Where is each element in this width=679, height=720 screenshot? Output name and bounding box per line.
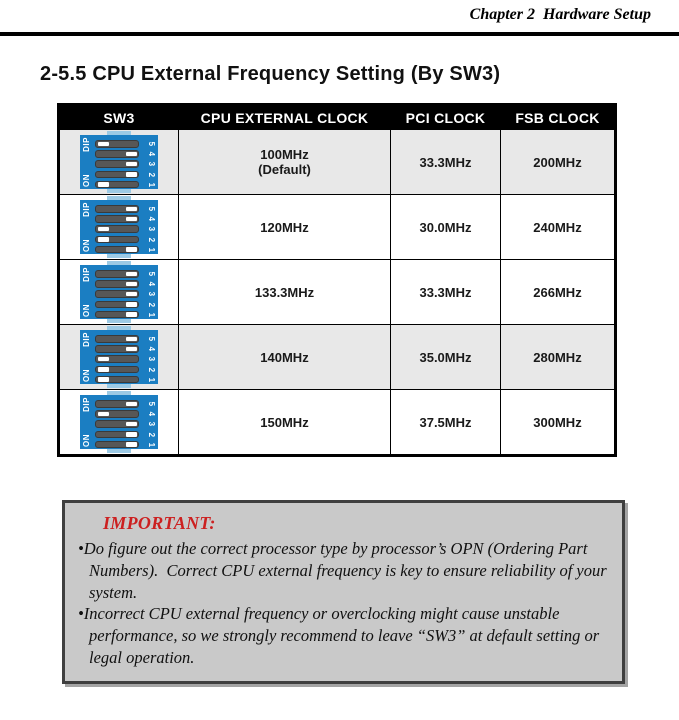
table-header-row [59,105,616,130]
dip-slider-number: 3 [146,226,156,232]
dip-slider [95,311,139,319]
dip-slider [95,355,139,363]
dip-slider [95,410,139,418]
dip-label: DIP [82,332,91,347]
dip-numbers [147,205,155,253]
dip-slider [95,335,139,343]
column-header-pci-clock: PCI CLOCK [391,105,501,130]
dip-slider-knob [98,377,109,382]
dip-slider-number: 3 [146,161,156,167]
dip-slider-knob [126,442,137,447]
dip-slider [95,140,139,148]
dip-switch-diagram [80,200,158,254]
dip-slider-knob [98,367,109,372]
dip-slider [95,236,139,244]
table-body [59,130,616,456]
pci-clock-cell: 33.3MHz [391,260,501,325]
fsb-clock-cell: 280MHz [501,325,616,390]
dip-slider-knob [126,172,137,177]
pci-clock-cell: 30.0MHz [391,195,501,260]
pci-clock-cell: 33.3MHz [391,130,501,195]
dip-slider-number: 5 [146,206,156,212]
on-label: ON [82,174,91,187]
dip-slider-number: 2 [146,432,156,437]
sw3-cell [59,325,179,390]
dip-sliders [95,205,139,253]
dip-slider-knob [126,312,137,317]
dip-slider-number: 2 [146,237,156,242]
dip-slider-knob [126,432,137,437]
cpu-clock-cell: 150MHz [179,390,391,456]
dip-slider-number: 2 [146,302,156,307]
dip-slider-knob [98,227,109,232]
header-rule [0,32,679,36]
dip-label: DIP [82,202,91,217]
important-list [75,538,610,669]
dip-slider [95,246,139,254]
dip-slider-knob [126,272,137,277]
dip-sliders [95,400,139,448]
dip-slider [95,431,139,439]
column-header-fsb-clock: FSB CLOCK [501,105,616,130]
important-heading: IMPORTANT: [103,513,216,533]
dip-slider-knob [98,412,109,417]
cpu-clock-cell: 100MHz (Default) [179,130,391,195]
table-row [59,130,616,195]
dip-slider [95,301,139,309]
dip-slider-knob [98,357,109,362]
dip-slider [95,205,139,213]
dip-slider-number: 1 [146,377,156,382]
dip-switch-diagram [80,330,158,384]
dip-slider-number: 3 [146,291,156,297]
dip-slider-knob [126,217,137,222]
dip-slider [95,181,139,189]
table-row [59,390,616,456]
on-label: ON [82,304,91,317]
dip-slider-number: 4 [146,216,156,222]
dip-slider-number: 1 [146,247,156,252]
dip-label: DIP [82,137,91,152]
dip-slider [95,376,139,384]
dip-slider-number: 5 [146,271,156,277]
dip-slider-number: 4 [146,281,156,287]
dip-slider [95,441,139,449]
important-bullet: • Incorrect CPU external frequency or overclocking might cause unstable performance, so we strongly recommend to leave “SW3” at default setting or legal operation. [75,603,610,668]
dip-slider-number: 2 [146,172,156,177]
dip-slider-number: 1 [146,312,156,317]
dip-slider-number: 1 [146,182,156,187]
sw3-cell [59,130,179,195]
dip-slider-knob [126,302,137,307]
table-row [59,260,616,325]
page-title: 2-5.5 CPU External Frequency Setting (By SW3) [40,63,501,86]
table-row [59,325,616,390]
dip-slider-number: 2 [146,367,156,372]
dip-slider-number: 3 [146,356,156,362]
dip-numbers [147,270,155,318]
column-header-sw3: SW3 [59,105,179,130]
important-bullet: • Do figure out the correct processor type by processor’s OPN (Ordering Part Numbers). Correct CPU external frequency is key to ensure reliability of your system. [75,538,610,603]
dip-slider [95,345,139,353]
dip-slider-knob [98,182,109,187]
dip-slider-number: 4 [146,411,156,417]
cpu-clock-cell: 140MHz [179,325,391,390]
important-note-box [62,500,625,684]
dip-slider-knob [126,247,137,252]
dip-slider-number: 5 [146,141,156,147]
column-header-cpu-clock: CPU EXTERNAL CLOCK [179,105,391,130]
dip-slider-knob [126,402,137,407]
dip-slider [95,225,139,233]
fsb-clock-cell: 266MHz [501,260,616,325]
dip-numbers [147,335,155,383]
dip-sliders [95,335,139,383]
dip-slider-knob [126,292,137,297]
pci-clock-cell: 37.5MHz [391,390,501,456]
dip-slider-knob [98,237,109,242]
dip-switch-diagram [80,135,158,189]
dip-slider-knob [126,207,137,212]
dip-slider [95,366,139,374]
dip-slider [95,420,139,428]
dip-slider-knob [126,337,137,342]
dip-label: DIP [82,397,91,412]
table-row [59,195,616,260]
dip-numbers [147,140,155,188]
dip-slider-knob [126,422,137,427]
dip-slider [95,171,139,179]
dip-slider-number: 3 [146,421,156,427]
cpu-clock-cell: 120MHz [179,195,391,260]
dip-slider [95,215,139,223]
pci-clock-cell: 35.0MHz [391,325,501,390]
dip-slider-number: 1 [146,442,156,447]
dip-switch-diagram [80,265,158,319]
dip-numbers [147,400,155,448]
dip-slider [95,280,139,288]
sw3-cell [59,195,179,260]
sw3-cell [59,390,179,456]
dip-slider-knob [126,347,137,352]
dip-sliders [95,270,139,318]
sw3-cell [59,260,179,325]
dip-slider [95,150,139,158]
on-label: ON [82,369,91,382]
dip-slider-knob [126,282,137,287]
dip-slider-number: 5 [146,336,156,342]
dip-slider-knob [98,142,109,147]
on-label: ON [82,239,91,252]
dip-slider [95,400,139,408]
dip-sliders [95,140,139,188]
dip-label: DIP [82,267,91,282]
frequency-table [57,103,617,457]
dip-slider [95,290,139,298]
dip-slider [95,160,139,168]
dip-slider-number: 5 [146,401,156,407]
fsb-clock-cell: 240MHz [501,195,616,260]
dip-switch-diagram [80,395,158,449]
on-label: ON [82,434,91,447]
fsb-clock-cell: 300MHz [501,390,616,456]
dip-slider-knob [126,152,137,157]
chapter-header: Chapter 2 Hardware Setup [469,6,651,23]
cpu-clock-cell: 133.3MHz [179,260,391,325]
dip-slider-knob [126,162,137,167]
dip-slider [95,270,139,278]
dip-slider-number: 4 [146,151,156,157]
fsb-clock-cell: 200MHz [501,130,616,195]
dip-slider-number: 4 [146,346,156,352]
